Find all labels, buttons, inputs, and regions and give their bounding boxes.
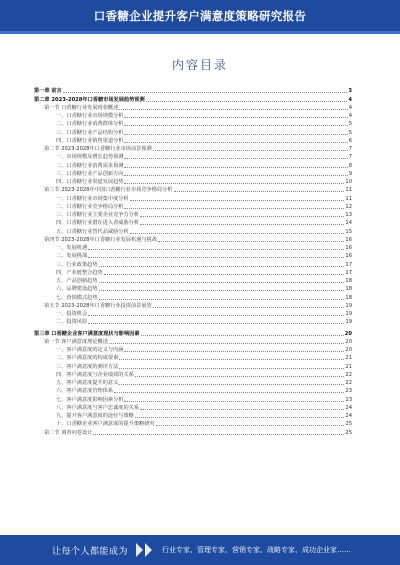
toc-page-number: 24 [345,404,352,411]
toc-entry-title: 五、产品创新趋势 [56,278,98,284]
arrow-icons [136,543,154,557]
toc-page-number: 17 [345,261,352,268]
toc-entry-title: 四、产业链整合趋势 [56,269,103,276]
dot-leader [156,425,345,426]
toc-entry-title: 四、口香糖行业销售渠道分析 [56,137,124,144]
dot-leader [104,274,345,275]
dot-leader [99,299,345,300]
dot-leader [140,224,344,225]
toc-page-number: 20 [345,347,352,353]
toc-entry[interactable] [34,193,352,201]
toc-entry[interactable] [34,226,352,234]
toc-entry[interactable] [34,144,352,152]
toc-entry-title: 第二节 调查问卷设计 [44,429,93,436]
dot-leader [140,409,344,410]
toc-entry[interactable] [34,111,352,119]
page-footer [0,535,400,565]
dot-leader [124,117,347,118]
toc-entry-title: 三、客户满意度的测评方法 [56,363,119,370]
toc-entry-title: 三、口香糖行业产品创新方向 [56,170,124,177]
toc-entry[interactable] [34,103,352,111]
toc-entry-title: 第二章 2023-2028年口香糖市场发展趋势预测 [34,96,145,103]
toc-page-number: 15 [345,228,352,235]
toc-entry-title: 二、投资风险 [56,319,88,326]
toc-page-number: 4 [348,113,352,119]
dot-leader [141,335,344,336]
dot-leader [124,158,347,159]
toc-entry-title: 一、客户满意度的定义与内涵 [56,347,124,353]
toc-entry[interactable] [34,177,352,185]
toc-entry[interactable] [34,127,352,135]
toc-entry[interactable] [34,235,352,243]
dot-leader [135,417,345,418]
dot-leader [114,392,344,393]
toc-entry-title: 九、提升客户满意度的途径与策略 [56,413,134,419]
table-of-contents [34,86,352,436]
dot-leader [146,101,348,102]
dot-leader [88,323,344,324]
dot-leader [174,191,345,192]
dot-leader [124,134,347,135]
toc-page-number: 14 [345,220,352,227]
toc-page-number: 25 [345,429,352,436]
toc-entry[interactable] [34,202,352,210]
dot-leader [130,233,345,234]
toc-page-number: 7 [348,154,352,161]
toc-entry[interactable] [34,243,352,251]
toc-entry[interactable] [34,370,352,378]
toc-entry-title: 二、发展挑战 [56,253,88,260]
toc-entry-title: 第一章 前言 [34,88,62,95]
toc-heading: 内容目录 [171,58,228,72]
dot-leader [153,150,348,151]
toc-entry[interactable] [34,419,352,427]
toc-page-number: 8 [348,162,352,169]
toc-page-number: 20 [345,338,352,345]
dot-leader [88,315,344,316]
toc-entry[interactable] [34,160,352,168]
toc-page-number: 7 [348,146,352,152]
toc-entry-title: 七、客户满意度影响因素分析 [56,396,124,403]
toc-entry-title: 七、营销模式趋势 [56,294,98,301]
toc-entry[interactable] [34,259,352,267]
toc-page-number: 4 [348,104,352,111]
toc-entry-title: 一、口香糖行业市场集中度分析 [56,195,129,202]
toc-page-number: 4 [348,96,352,103]
toc-page-number: 20 [344,330,352,337]
toc-entry-title: 三、行业政策趋势 [56,261,98,268]
toc-page-number: 3 [348,88,352,95]
dot-leader [99,266,345,267]
toc-entry-title: 第一节 客户满意度理论概述 [44,338,108,345]
toc-entry[interactable] [34,284,352,292]
toc-entry-title: 五、客户满意度提升的意义 [56,380,119,386]
toc-entry[interactable] [34,403,352,411]
toc-entry[interactable] [34,353,352,361]
toc-page-number: 16 [345,236,352,243]
toc-entry[interactable] [34,361,352,369]
dot-leader [109,343,344,344]
dot-leader [124,125,347,126]
toc-entry-title: 八、客户满意度与客户忠诚度的关系 [56,404,140,411]
dot-leader [158,241,344,242]
toc-page-number: 21 [345,355,352,362]
toc-page-number: 22 [345,371,352,378]
toc-entry-title: 五、口香糖行业替代品威胁分析 [56,228,129,235]
toc-entry[interactable] [34,251,352,259]
dot-leader [88,249,344,250]
toc-page-number: 11 [345,187,352,194]
dot-leader [124,208,344,209]
toc-page-number: 23 [345,396,352,403]
dot-leader [153,307,345,308]
toc-page-number: 13 [345,212,352,218]
toc-page-number: 16 [345,253,352,260]
toc-entry-title: 第二节 2023-2028年口香糖行业市场前景预测 [44,146,152,152]
dot-leader [99,290,345,291]
toc-page-number: 19 [345,319,352,326]
toc-entry[interactable] [34,309,352,317]
dot-leader [99,282,345,283]
toc-chapter-entry[interactable] [34,94,352,102]
report-title: 口香糖企业提升客户满意度策略研究报告 [93,8,307,23]
toc-page-number: 16 [345,245,352,251]
toc-page-number: 5 [348,121,352,128]
toc-entry-title: 四、客户满意度与企业绩效的关系 [56,371,134,378]
toc-chapter-entry[interactable] [34,86,352,94]
toc-entry-title: 第五节 2023-2028年口香糖行业投资前景展望 [44,302,152,309]
toc-entry[interactable] [34,317,352,325]
dot-leader [130,200,345,201]
toc-entry-title: 二、口香糖行业竞争格局分析 [56,203,124,210]
toc-page-number: 18 [345,286,352,293]
toc-entry[interactable] [34,345,352,353]
toc-entry[interactable] [34,268,352,276]
toc-entry-title: 六、客户满意度管理体系 [56,388,114,395]
dot-leader [63,92,348,93]
toc-page-number: 18 [345,278,352,284]
toc-entry[interactable] [34,337,352,345]
dot-leader [119,384,344,385]
dot-leader [124,351,344,352]
toc-entry[interactable] [34,119,352,127]
dot-leader [135,376,345,377]
toc-entry[interactable] [34,378,352,386]
toc-entry-title: 二、口香糖行业消费群体分析 [56,121,124,128]
dot-leader [119,359,344,360]
toc-page-number: 22 [345,380,352,386]
toc-page-number: 23 [345,388,352,395]
toc-entry-title: 第四节 2023-2028年口香糖行业发展机遇与挑战 [44,236,157,243]
page-header [0,0,400,34]
toc-chapter-entry[interactable] [34,328,352,336]
dot-leader [119,109,347,110]
toc-entry[interactable] [34,169,352,177]
dot-leader [124,175,347,176]
toc-entry-title: 十、口香糖企业客户满意度的提升策略研究 [56,421,155,428]
toc-entry-title: 二、客户满意度的构成要素 [56,355,119,362]
toc-entry-title: 六、品牌建设趋势 [56,286,98,293]
toc-entry[interactable] [34,411,352,419]
toc-page-number: 17 [345,269,352,276]
toc-entry-title: 三、口香糖行业主要企业竞争力分析 [56,212,140,218]
toc-entry[interactable] [34,394,352,402]
toc-page-number: 19 [345,302,352,309]
toc-page-number: 12 [345,203,352,210]
toc-entry-title: 第一节 口香糖行业发展现状概述 [44,104,119,111]
toc-entry[interactable] [34,386,352,394]
dot-leader [124,183,344,184]
toc-entry[interactable] [34,218,352,226]
toc-page-number: 11 [345,195,352,202]
dot-leader [124,142,347,143]
toc-page-number: 19 [345,311,352,317]
dot-leader [88,257,344,258]
toc-entry-title: 二、口香糖行业消费需求预测 [56,162,124,169]
toc-entry[interactable] [34,185,352,193]
toc-entry-title: 一、投资机会 [56,311,88,317]
footer-tagline: 行业专家、管理专家、营销专家、战略专家、成功企业家…… [162,546,352,554]
toc-page-number: 5 [348,129,352,136]
dot-leader [124,401,344,402]
footer-slogan: 让每个人都能成为 [52,546,129,557]
toc-entry-title: 三、口香糖行业产品结构分析 [56,129,124,136]
toc-page-number: 10 [345,179,352,185]
dot-leader [140,216,344,217]
toc-page-number: 25 [345,421,352,428]
toc-entry[interactable] [34,152,352,160]
dot-leader [93,434,344,435]
toc-entry[interactable] [34,427,352,435]
toc-entry-title: 四、口香糖行业潜在进入者威胁分析 [56,220,140,227]
toc-entry-title: 一、市场规模及增长趋势预测 [56,154,124,161]
toc-page-number: 9 [348,170,352,177]
toc-page-number: 6 [348,137,352,144]
dot-leader [119,368,344,369]
toc-page-number: 21 [345,363,352,370]
dot-leader [124,167,347,168]
toc-entry-title: 一、发展机遇 [56,245,88,251]
toc-entry[interactable] [34,136,352,144]
toc-entry[interactable] [34,292,352,300]
toc-entry[interactable] [34,301,352,309]
toc-entry-title: 四、口香糖行业渠道发展趋势 [56,179,124,185]
toc-entry[interactable] [34,276,352,284]
toc-entry[interactable] [34,210,352,218]
toc-entry-title: 一、口香糖行业市场规模分析 [56,113,124,119]
toc-page-number: 24 [345,413,352,419]
toc-page-number: 18 [345,294,352,301]
toc-entry-title: 第三节 2023-2028年中国口香糖行业市场竞争格局分析 [44,187,173,194]
toc-entry-title: 第三章 口香糖企业客户满意度现状与影响因素 [34,330,140,337]
